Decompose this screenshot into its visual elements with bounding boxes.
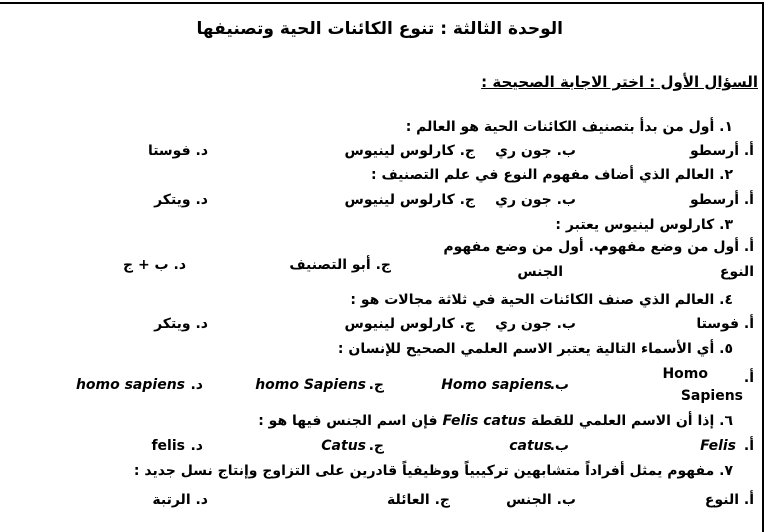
q1-option-b: ب. جون ري — [495, 143, 576, 159]
q1-option-a: أ. أرسطو — [689, 143, 754, 159]
q7-option-d: د. الرتبة — [152, 492, 208, 508]
q5-option-b-label: ب. — [549, 377, 569, 393]
q4-option-d: د. ويتكر — [154, 316, 208, 332]
q5-option-d-label: د. — [190, 377, 203, 393]
question-7: ٧. مفهوم يمثل أفراداً متشابهين تركيبياً ووظيفياً قادرين على التزاوج وإنتاج نسل جديد : — [133, 463, 733, 479]
question-1: ١. أول من بدأ بتصنيف الكائنات الحية هو العالم : — [405, 119, 733, 135]
q6-option-a: Felis — [700, 438, 736, 454]
q3-option-c: ج. أبو التصنيف — [289, 257, 391, 273]
q1-option-d: د. فوستا — [147, 143, 208, 159]
q1-option-c: ج. كارلوس لينيوس — [344, 143, 475, 159]
q4-option-c: ج. كارلوس لينيوس — [344, 316, 475, 332]
q5-option-c: homo Sapiens — [255, 377, 366, 393]
section-heading: السؤال الأول : اختر الاجابة الصحيحة : — [481, 73, 758, 91]
q3-option-d: د. ب + ج — [122, 257, 186, 273]
question-2: ٢. العالم الذي أضاف مفهوم النوع في علم التصنيف : — [371, 167, 733, 183]
q6-option-d-label: د. — [190, 438, 203, 454]
q6-option-b: catus — [509, 438, 552, 454]
q4-option-b: ب. جون ري — [495, 316, 576, 332]
q2-option-a: أ. أرسطو — [689, 192, 754, 208]
page-title: الوحدة الثالثة : تنوع الكائنات الحية وتصنيفها — [196, 19, 563, 39]
q2-option-c: ج. كارلوس لينيوس — [344, 192, 475, 208]
q7-option-b: ب. الجنس — [506, 492, 576, 508]
q6-option-c: Catus — [321, 438, 366, 454]
q5-option-c-label: ج. — [368, 377, 384, 393]
q6-option-d: felis — [151, 438, 185, 454]
question-4: ٤. العالم الذي صنف الكائنات الحية في ثلاثة مجالات هو : — [350, 292, 733, 308]
q6-text-pre: ٦. إذا أن الاسم العلمي للقطة — [530, 413, 733, 429]
q2-option-d: د. ويتكر — [154, 192, 208, 208]
question-3: ٣. كارلوس لينيوس يعتبر : — [555, 217, 733, 233]
q3-option-b-line2: الجنس — [517, 264, 563, 280]
q4-option-a: أ. فوستا — [696, 316, 754, 332]
q7-option-c: ج. العائلة — [387, 492, 450, 508]
q3-option-a-line1: أ. أول من وضع مفهوم — [598, 239, 754, 255]
question-5: ٥. أي الأسماء التالية يعتبر الاسم العلمي الصحيح للإنسان : — [337, 341, 733, 357]
q3-option-a-line2: النوع — [719, 264, 754, 280]
q5-option-d: homo sapiens — [75, 377, 185, 393]
q5-option-b: Homo sapiens — [441, 377, 552, 393]
q7-option-a: أ. النوع — [704, 492, 754, 508]
q5-option-a-line1: Homo — [662, 366, 708, 382]
question-6 — [258, 413, 733, 429]
q6-latin-name: Felis catus — [442, 413, 526, 429]
q5-option-a-label: أ. — [743, 370, 754, 386]
q6-option-b-label: ب. — [549, 438, 569, 454]
q2-option-b: ب. جون ري — [495, 192, 576, 208]
q5-option-a-line2: Sapiens — [680, 388, 743, 404]
q6-option-c-label: ج. — [368, 438, 384, 454]
q6-text-post: فإن اسم الجنس فيها هو : — [258, 413, 438, 429]
q3-option-b-line1: ب. أول من وضع مفهوم — [443, 239, 608, 255]
q6-option-a-label: أ. — [743, 438, 754, 454]
